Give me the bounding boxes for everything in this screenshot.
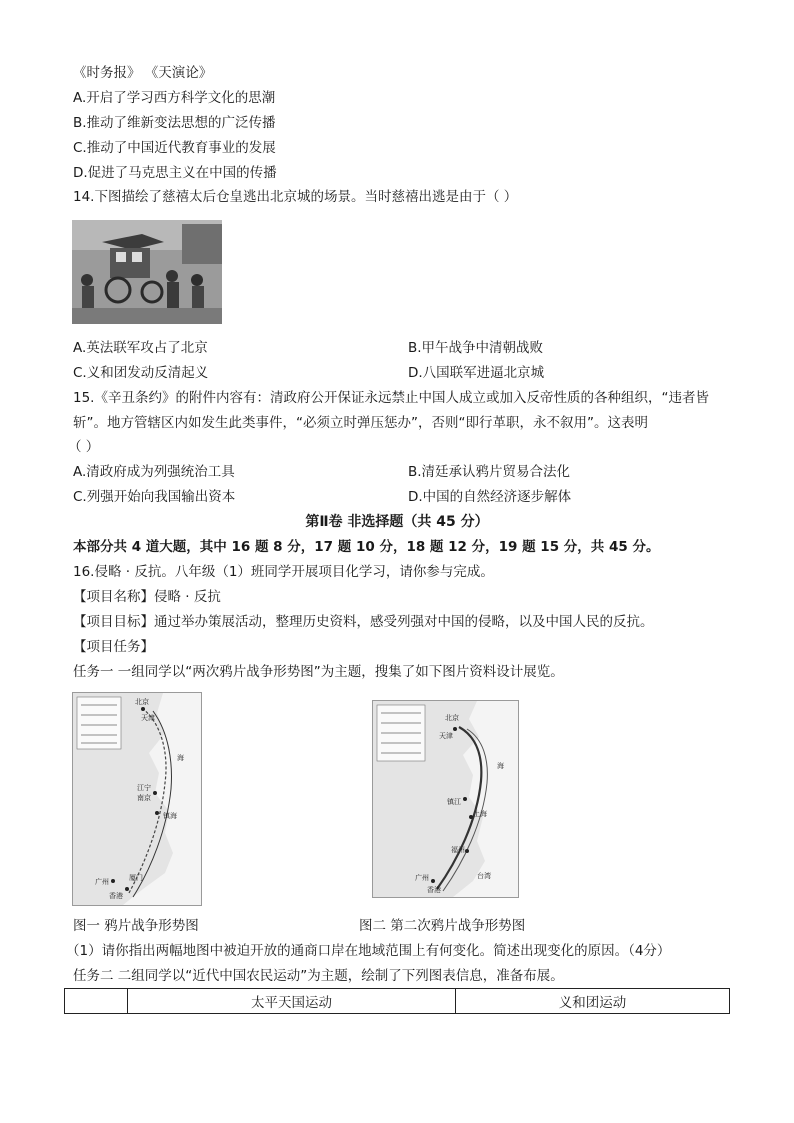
cixi-escape-illustration <box>72 220 222 324</box>
q15-option-a: A.清政府成为列强统治工具 <box>73 464 235 480</box>
peasant-movement-table <box>64 988 730 1014</box>
map1-label-nanjing: 南京 <box>137 794 151 802</box>
q15-stem-line1: 15.《辛丑条约》的附件内容有：清政府公开保证永远禁止中国人成立或加入反帝性质的各种组织，“违者皆 <box>73 390 709 406</box>
opium-war-map-1 <box>72 692 202 906</box>
q15-stem-line2: 斩”。地方管辖区内如发生此类事件，“必须立时弹压惩办”，否则“即行革职，永不叙用”。这表明 <box>73 415 648 431</box>
q16-project-goal: 【项目目标】通过举办策展活动，整理历史资料，感受列强对中国的侵略，以及中国人民的反抗。 <box>73 614 654 630</box>
map2-label-zhenjiang: 镇江 <box>447 798 461 806</box>
q14-option-c: C.义和团发动反清起义 <box>73 365 209 381</box>
opium-war-map-2 <box>372 700 519 898</box>
q15-option-c: C.列强开始向我国输出资本 <box>73 489 236 505</box>
map2-label-xianggang: 香港 <box>427 886 441 894</box>
map1-label-guangzhou: 广州 <box>95 878 109 886</box>
q15-answer-paren: （ ） <box>68 439 100 455</box>
q16-project-name: 【项目名称】侵略 · 反抗 <box>73 589 221 605</box>
q15-option-d: D.中国的自然经济逐步解体 <box>408 489 572 505</box>
q16-task1: 任务一 一组同学以“两次鸦片战争形势图”为主题，搜集了如下图片资料设计展览。 <box>73 664 564 680</box>
q14-option-d: D.八国联军进逼北京城 <box>408 365 545 381</box>
table-header-blank <box>65 989 128 1014</box>
q13-option-c: C.推动了中国近代教育事业的发展 <box>73 140 276 156</box>
q16-stem: 16.侵略 · 反抗。八年级（1）班同学开展项目化学习，请你参与完成。 <box>73 564 494 580</box>
map2-label-shanghai: 上海 <box>473 810 487 818</box>
part2-note: 本部分共 4 道大题，其中 16 题 8 分，17 题 10 分，18 题 12 分，19 题 15 分，共 45 分。 <box>73 539 660 555</box>
q13-option-a: A.开启了学习西方科学文化的思潮 <box>73 90 276 106</box>
q14-stem: 14.下图描绘了慈禧太后仓皇逃出北京城的场景。当时慈禧出逃是由于（ ） <box>73 189 518 205</box>
map1-label-tianjin: 天津 <box>141 714 155 722</box>
q16-task2: 任务二 二组同学以“近代中国农民运动”为主题，绘制了下列图表信息，准备布展。 <box>73 968 564 984</box>
q13-sources: 《时务报》 《天演论》 <box>73 65 213 81</box>
map2-label-fuzhou: 福州 <box>451 846 465 854</box>
q16-task-header: 【项目任务】 <box>73 639 154 655</box>
table-header-taiping: 太平天国运动 <box>128 989 456 1014</box>
table-header-row <box>65 989 730 1014</box>
map1-label-sea: 海 <box>177 754 184 762</box>
map2-label-sea: 海 <box>497 762 504 770</box>
map1-label-xianggang: 香港 <box>109 892 123 900</box>
q14-option-b: B.甲午战争中清朝战败 <box>408 340 544 356</box>
map2-caption: 图二 第二次鸦片战争形势图 <box>359 918 526 934</box>
q13-option-d: D.促进了马克思主义在中国的传播 <box>73 165 277 181</box>
q14-option-a: A.英法联军攻占了北京 <box>73 340 208 356</box>
map1-label-zhenhai: 镇海 <box>163 812 177 820</box>
map1-label-jiangning: 江宁 <box>137 784 151 792</box>
map2-label-tianjin: 天津 <box>439 732 453 740</box>
table-header-boxer: 义和团运动 <box>456 989 730 1014</box>
map2-label-beijing: 北京 <box>445 714 459 722</box>
map1-caption: 图一 鸦片战争形势图 <box>73 918 199 934</box>
map1-label-beijing: 北京 <box>135 698 149 706</box>
q13-option-b: B.推动了维新变法思想的广泛传播 <box>73 115 276 131</box>
q15-option-b: B.清廷承认鸦片贸易合法化 <box>408 464 571 480</box>
map2-label-taiwan: 台湾 <box>477 872 491 880</box>
q16-sub1: （1）请你指出两幅地图中被迫开放的通商口岸在地域范围上有何变化。简述出现变化的原因。（4分） <box>66 943 671 959</box>
map2-label-guangzhou: 广州 <box>415 874 429 882</box>
part2-title: 第Ⅱ卷 非选择题（共 45 分） <box>305 514 489 530</box>
map1-label-xiamen: 厦门 <box>129 874 143 882</box>
